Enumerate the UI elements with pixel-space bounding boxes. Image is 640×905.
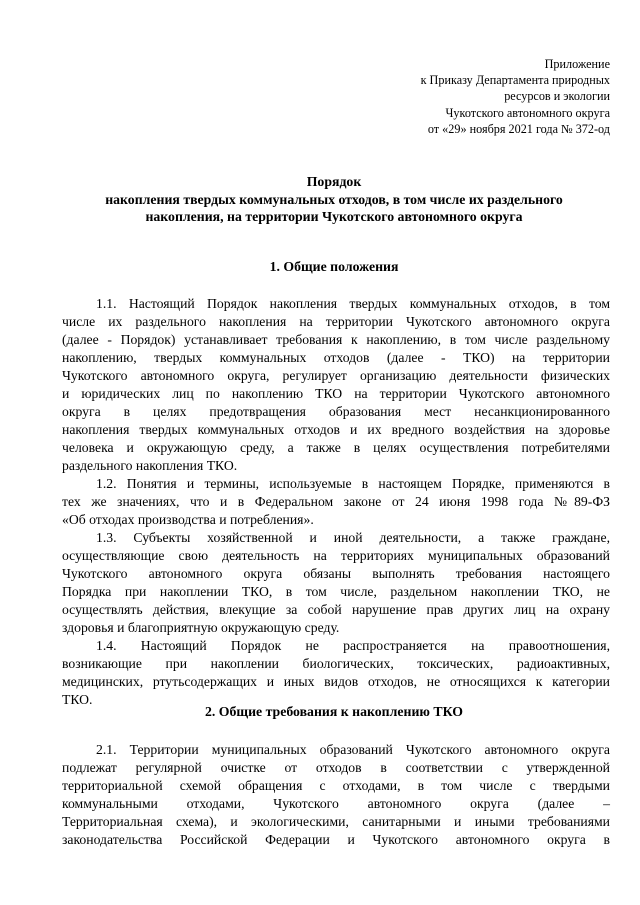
title-line: накопления твердых коммунальных отходов, в том числе их раздельного <box>105 191 563 207</box>
paragraph-line: территориальной схемой обращения с отходами, в том числе с твердыми <box>62 778 610 793</box>
appendix-line: Приложение <box>544 57 610 71</box>
appendix-line: Чукотского автономного округа <box>445 105 610 120</box>
paragraph-line: 1.3. Субъекты хозяйственной и иной деятельности, а также граждане, <box>96 530 610 545</box>
paragraph-line: тех же значениях, что и в Федеральном законе от 24 июня 1998 года №89-ФЗ <box>62 494 610 509</box>
paragraph-line: накоплению, твердых коммунальных отходов (далее - ТКО) на территории <box>62 350 610 365</box>
paragraph-line: 1.4. Настоящий Порядок не распространяется на правоотношения, <box>96 638 610 653</box>
title-line: Порядок <box>306 174 362 189</box>
paragraph-line: 1.2. Понятия и термины, используемые в настоящем Порядке, применяются в <box>96 476 610 491</box>
document-title <box>58 173 610 226</box>
appendix-block <box>421 56 610 137</box>
paragraph-line: накопления твердых коммунальных отходов и их вредного воздействия на здоровье <box>62 422 610 437</box>
paragraph-line: округа в целях предотвращения образования мест несанкционированного <box>62 404 610 419</box>
section-1-body <box>62 295 610 709</box>
paragraph-line: осуществляющие свою деятельность на территориях муниципальных образований <box>62 548 610 563</box>
appendix-line: ресурсов и экологии <box>504 89 610 104</box>
paragraph-line: 1.1. Настоящий Порядок накопления твердых коммунальных отходов, в том <box>96 296 610 311</box>
paragraph-line: человека и окружающую среду, а также в целях осуществления потребителями <box>62 440 610 455</box>
section-1-heading: 1. Общие положения <box>269 259 399 274</box>
paragraph-line: раздельного накопления ТКО. <box>62 458 238 473</box>
paragraph-line: Чукотского автономного округа, регулирует организацию деятельности физических <box>62 368 610 383</box>
paragraph-line: 2.1. Территории муниципальных образований Чукотского автономного округа <box>96 742 610 757</box>
paragraph-line: законодательства Российской Федерации и Чукотского автономного округа в <box>62 832 610 847</box>
paragraph-line: ТКО. <box>62 692 93 707</box>
paragraph-line: коммунальными отходами, Чукотского автономного округа (далее – <box>62 796 610 811</box>
paragraph-line: Порядка при накоплении ТКО, в том числе, раздельном накоплении ТКО, не <box>62 584 610 599</box>
paragraph-line: осуществлять действия, влекущие за собой нарушение прав других лиц на охрану <box>62 602 610 617</box>
paragraph-line: и юридических лиц по накоплению ТКО на территории Чукотского автономного <box>62 386 610 401</box>
paragraph-line: «Об отходах производства и потребления». <box>62 512 314 527</box>
appendix-line: от «29» ноября 2021 года № 372-од <box>427 121 610 136</box>
title-line: накопления, на территории Чукотского автономного округа <box>145 209 523 224</box>
paragraph-line: (далее - Порядок) устанавливает требования к накоплению, в том числе раздельному <box>62 332 610 347</box>
section-2-heading: 2. Общие требования к накоплению ТКО <box>205 704 463 719</box>
paragraph-line: здоровья и благоприятную окружающую среду. <box>62 620 340 635</box>
paragraph-line: Территориальная схема), и экологическими, санитарными и иными требованиями <box>62 814 610 829</box>
paragraph-line: возникающие при накоплении биологических, токсических, радиоактивных, <box>62 656 610 671</box>
appendix-line: к Приказу Департамента природных <box>420 73 610 88</box>
paragraph-line: числе их раздельного накопления на территории Чукотского автономного округа <box>62 314 610 329</box>
section-2-body <box>62 741 610 849</box>
paragraph-line: подлежат регулярной очистке от отходов в соответствии с утвержденной <box>62 760 610 775</box>
paragraph-line: Чукотского автономного округа обязаны выполнять требования настоящего <box>62 566 610 581</box>
paragraph-line: медицинских, ртутьсодержащих и иных видов отходов, не относящихся к категории <box>62 674 610 689</box>
